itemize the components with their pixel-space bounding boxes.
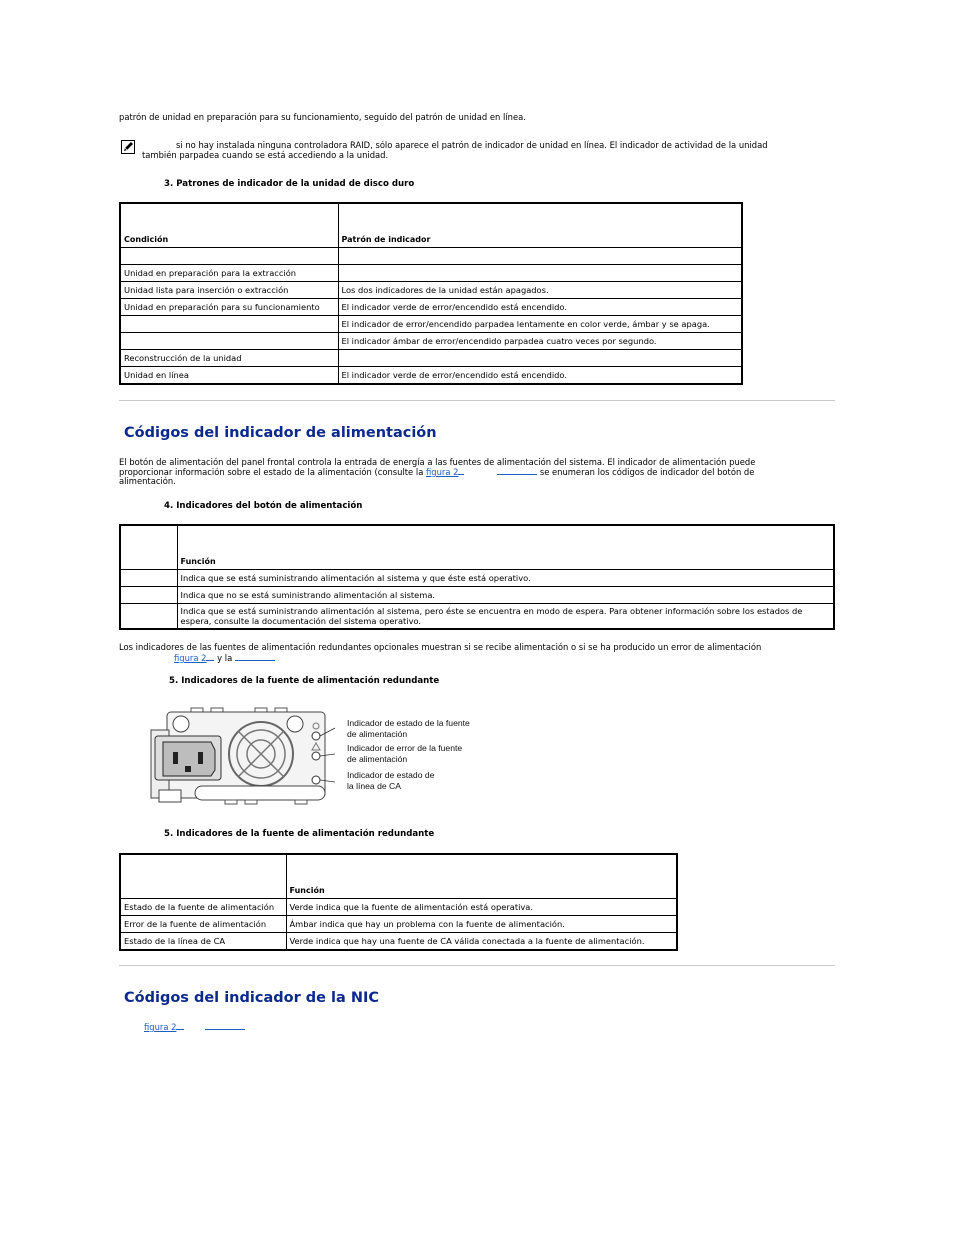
cell — [338, 265, 742, 282]
cell: Reconstrucción de la unidad — [120, 350, 338, 367]
power-supply-illustration — [145, 706, 335, 806]
pencil-note-icon — [121, 139, 137, 153]
nic-section-title: Códigos del indicador de la NIC — [124, 990, 380, 1006]
table-link[interactable] — [497, 466, 537, 475]
cell: Indica que se está suministrando alimentación al sistema, pero éste se encuentra en modo de espera. Para obtener información sobre los estados de espera, consulte la documentación del sistema operativo. — [177, 604, 834, 630]
label-line: de alimentación — [347, 729, 408, 739]
table-row — [120, 333, 742, 350]
table-header-row — [120, 525, 834, 570]
intro-text: patrón de unidad en preparación para su funcionamiento, seguido del patrón de unidad en línea. — [119, 112, 526, 122]
redundant-paragraph-line2 — [174, 652, 275, 663]
cell: El indicador verde de error/encendido está encendido. — [338, 299, 742, 316]
drive-indicator-table — [119, 202, 743, 385]
table-header-row — [120, 854, 677, 899]
redundant-psu-table — [119, 853, 678, 951]
power-paragraph-line2 — [119, 466, 754, 477]
table-row — [120, 282, 742, 299]
power-paragraph-line1: El botón de alimentación del panel frontal controla la entrada de energía a las fuentes de alimentación del sistema. El indicador de alimentación puede — [119, 457, 756, 467]
label-line: Indicador de estado de la fuente — [347, 718, 470, 728]
table-row — [120, 299, 742, 316]
cell — [120, 587, 177, 604]
header-pattern: Patrón de indicador — [338, 203, 742, 248]
nic-paragraph — [144, 1021, 245, 1032]
table-link-2[interactable] — [235, 652, 275, 661]
psu-error-label — [347, 743, 462, 765]
cell: Unidad en preparación para la extracción — [120, 265, 338, 282]
link-spacer — [458, 466, 464, 475]
cell: Indica que se está suministrando alimentación al sistema y que éste está operativo. — [177, 570, 834, 587]
cell: El indicador ámbar de error/encendido parpadea cuatro veces por segundo. — [338, 333, 742, 350]
table-row — [120, 248, 742, 265]
note-text-line2: también parpadea cuando se está accediendo a la unidad. — [142, 150, 389, 160]
note-text-line1: si no hay instalada ninguna controladora RAID, sólo aparece el patrón de indicador de unidad en línea. El indicador de actividad de la unidad — [176, 140, 768, 150]
header-condition: Condición — [120, 203, 338, 248]
figure2-link-2[interactable]: figura 2 — [174, 653, 207, 663]
power-section-title: Códigos del indicador de alimentación — [124, 425, 437, 441]
table-row — [120, 899, 677, 916]
cell: Unidad en línea — [120, 367, 338, 385]
table3-caption: 3. Patrones de indicador de la unidad de disco duro — [164, 179, 415, 189]
power-paragraph-text2: se enumeran los códigos de indicador del botón de — [539, 467, 755, 477]
power-paragraph-text: proporcionar información sobre el estado de la alimentación (consulte la — [119, 467, 424, 477]
header-function: Función — [286, 854, 677, 899]
redundant-paragraph: Los indicadores de las fuentes de alimentación redundantes opcionales muestran si se recibe alimentación o si se ha producido un error de alimentación — [119, 642, 762, 652]
figure5-caption: 5. Indicadores de la fuente de alimentación redundante — [169, 676, 440, 686]
table-row — [120, 316, 742, 333]
cell: El indicador verde de error/encendido está encendido. — [338, 367, 742, 385]
cell: Verde indica que la fuente de alimentación está operativa. — [286, 899, 677, 916]
psu-status-label — [347, 718, 470, 740]
cell: Unidad en preparación para su funcionamiento — [120, 299, 338, 316]
cell: Indica que no se está suministrando alimentación al sistema. — [177, 587, 834, 604]
table-row — [120, 587, 834, 604]
table-row — [120, 916, 677, 933]
cell: Error de la fuente de alimentación — [120, 916, 286, 933]
cell — [120, 316, 338, 333]
header-blank — [120, 854, 286, 899]
cell: Verde indica que hay una fuente de CA válida conectada a la fuente de alimentación. — [286, 933, 677, 951]
cell: Ámbar indica que hay un problema con la fuente de alimentación. — [286, 916, 677, 933]
ac-line-status-label — [347, 770, 434, 792]
cell — [120, 570, 177, 587]
figure2-link-3[interactable]: figura 2 — [144, 1022, 177, 1032]
cell — [120, 333, 338, 350]
table-header-row — [120, 203, 742, 248]
power-paragraph-line4: alimentación. — [119, 476, 176, 486]
cell: Estado de la fuente de alimentación — [120, 899, 286, 916]
cell: Unidad lista para inserción o extracción — [120, 282, 338, 299]
table4-caption: 4. Indicadores del botón de alimentación — [164, 501, 363, 511]
cell: Los dos indicadores de la unidad están apagados. — [338, 282, 742, 299]
cell — [120, 604, 177, 630]
table-row — [120, 265, 742, 282]
section-divider — [119, 400, 835, 401]
table-row — [120, 604, 834, 630]
section-divider-2 — [119, 965, 835, 966]
header-function: Función — [177, 525, 834, 570]
cell — [120, 248, 338, 265]
label-line: Indicador de estado de — [347, 770, 435, 780]
cell — [338, 350, 742, 367]
cell: El indicador de error/encendido parpadea lentamente en color verde, ámbar y se apaga. — [338, 316, 742, 333]
label-line: la línea de CA — [347, 781, 401, 791]
conj-text: y la — [217, 653, 233, 663]
cell: Estado de la línea de CA — [120, 933, 286, 951]
label-line: Indicador de error de la fuente — [347, 743, 463, 753]
table-row — [120, 350, 742, 367]
table-row — [120, 570, 834, 587]
table-link-3[interactable] — [205, 1021, 245, 1030]
header-blank — [120, 525, 177, 570]
label-line: de alimentación — [347, 754, 408, 764]
table-row — [120, 933, 677, 951]
figure2-link[interactable]: figura 2 — [426, 467, 459, 477]
table5-caption: 5. Indicadores de la fuente de alimentación redundante — [164, 829, 435, 839]
table-row — [120, 367, 742, 385]
cell — [338, 248, 742, 265]
power-button-table — [119, 524, 835, 630]
